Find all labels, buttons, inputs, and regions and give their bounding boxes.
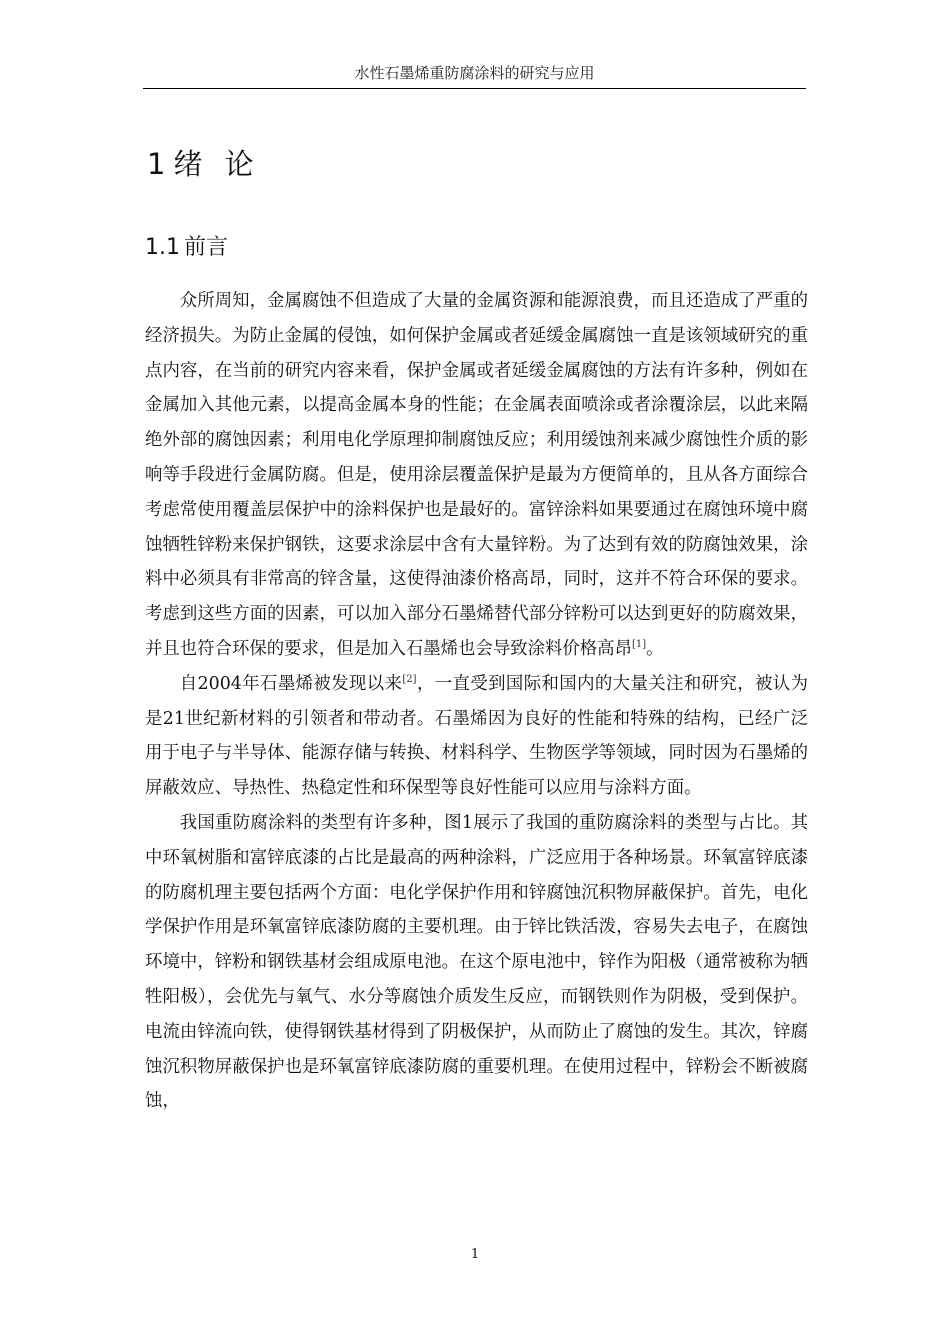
chapter-heading [147,146,275,182]
citation[interactable]: [1] [631,638,647,650]
section-number: 1.1 [145,235,180,260]
paragraph [145,284,808,667]
header-rule [143,88,806,89]
page-number: 1 [470,1247,480,1262]
paragraph-text: 自2004年石墨烯被发现以来 [179,673,403,694]
paragraph-text: 众所周知，金属腐蚀不但造成了大量的金属资源和能源浪费，而且还造成了严重的经济损失。为防止金属的侵蚀，如何保护金属或者延缓金属腐蚀一直是该领域研究的重点内容，在当前的研究内容来看，保护金属或者延缓金属腐蚀的方法有许多种，例如在金属加入其他元素，以提高金属本身的性能；在金属表面喷涂或者涂覆涂层，以此来隔绝外部的腐蚀因素；利用电化学原理抑制腐蚀反应；利用缓蚀剂来减少腐蚀性介质的影响等手段进行金属防腐。但是，使用涂层覆盖保护是最为方便简单的，且从各方面综合考虑常使用覆盖层保护中的涂料保护也是最好的。富锌涂料如果要通过在腐蚀环境中腐蚀牺牲锌粉来保护钢铁，这要求涂层中含有大量锌粉。为了达到有效的防腐蚀效果，涂料中必须具有非常高的锌含量，这使得油漆价格高昂，同时，这并不符合环保的要求。考虑到这些方面的因素，可以加入部分石墨烯替代部分锌粉可以达到更好的防腐效果，并且也符合环保的要求，但是加入石墨烯也会导致涂料价格高昂 [145,291,808,659]
paragraph-text: ，一直受到国际和国内的大量关注和研究，被认为是21世纪新材料的引领者和带动者。石墨烯因为良好的性能和特殊的结构，已经广泛用于电子与半导体、能源存储与转换、材料科学、生物医学等领域，同时因为石墨烯的屏蔽效应、导热性、热稳定性和环保型等良好性能可以应用与涂料方面。 [145,673,808,799]
body-text [145,284,808,1119]
paragraph-text: 我国重防腐涂料的类型有许多种，图1展示了我国的重防腐涂料的类型与占比。其中环氧树脂和富锌底漆的占比是最高的两种涂料，广泛应用于各种场景。环氧富锌底漆的防腐机理主要包括两个方面：电化学保护作用和锌腐蚀沉积物屏蔽保护。首先，电化学保护作用是环氧富锌底漆防腐的主要机理。由于锌比铁活泼，容易失去电子，在腐蚀环境中，锌粉和钢铁基材会组成原电池。在这个原电池中，锌作为阳极（通常被称为牺牲阳极），会优先与氧气、水分等腐蚀介质发生反应，而钢铁则作为阴极，受到保护。电流由锌流向铁，使得钢铁基材得到了阴极保护，从而防止了腐蚀的发生。其次，锌腐蚀沉积物屏蔽保护也是环氧富锌底漆防腐的重要机理。在使用过程中，锌粉会不断被腐蚀， [145,812,808,1112]
citation[interactable]: [2] [402,673,417,685]
paragraph-text: 。 [646,638,664,659]
running-header: 水性石墨烯重防腐涂料的研究与应用 [354,64,595,82]
section-title: 前言 [184,235,229,260]
section-heading [145,234,228,262]
paragraph [145,806,808,1119]
paragraph [145,667,808,806]
chapter-title: 绪论 [173,147,276,181]
chapter-number: 1 [147,147,166,181]
